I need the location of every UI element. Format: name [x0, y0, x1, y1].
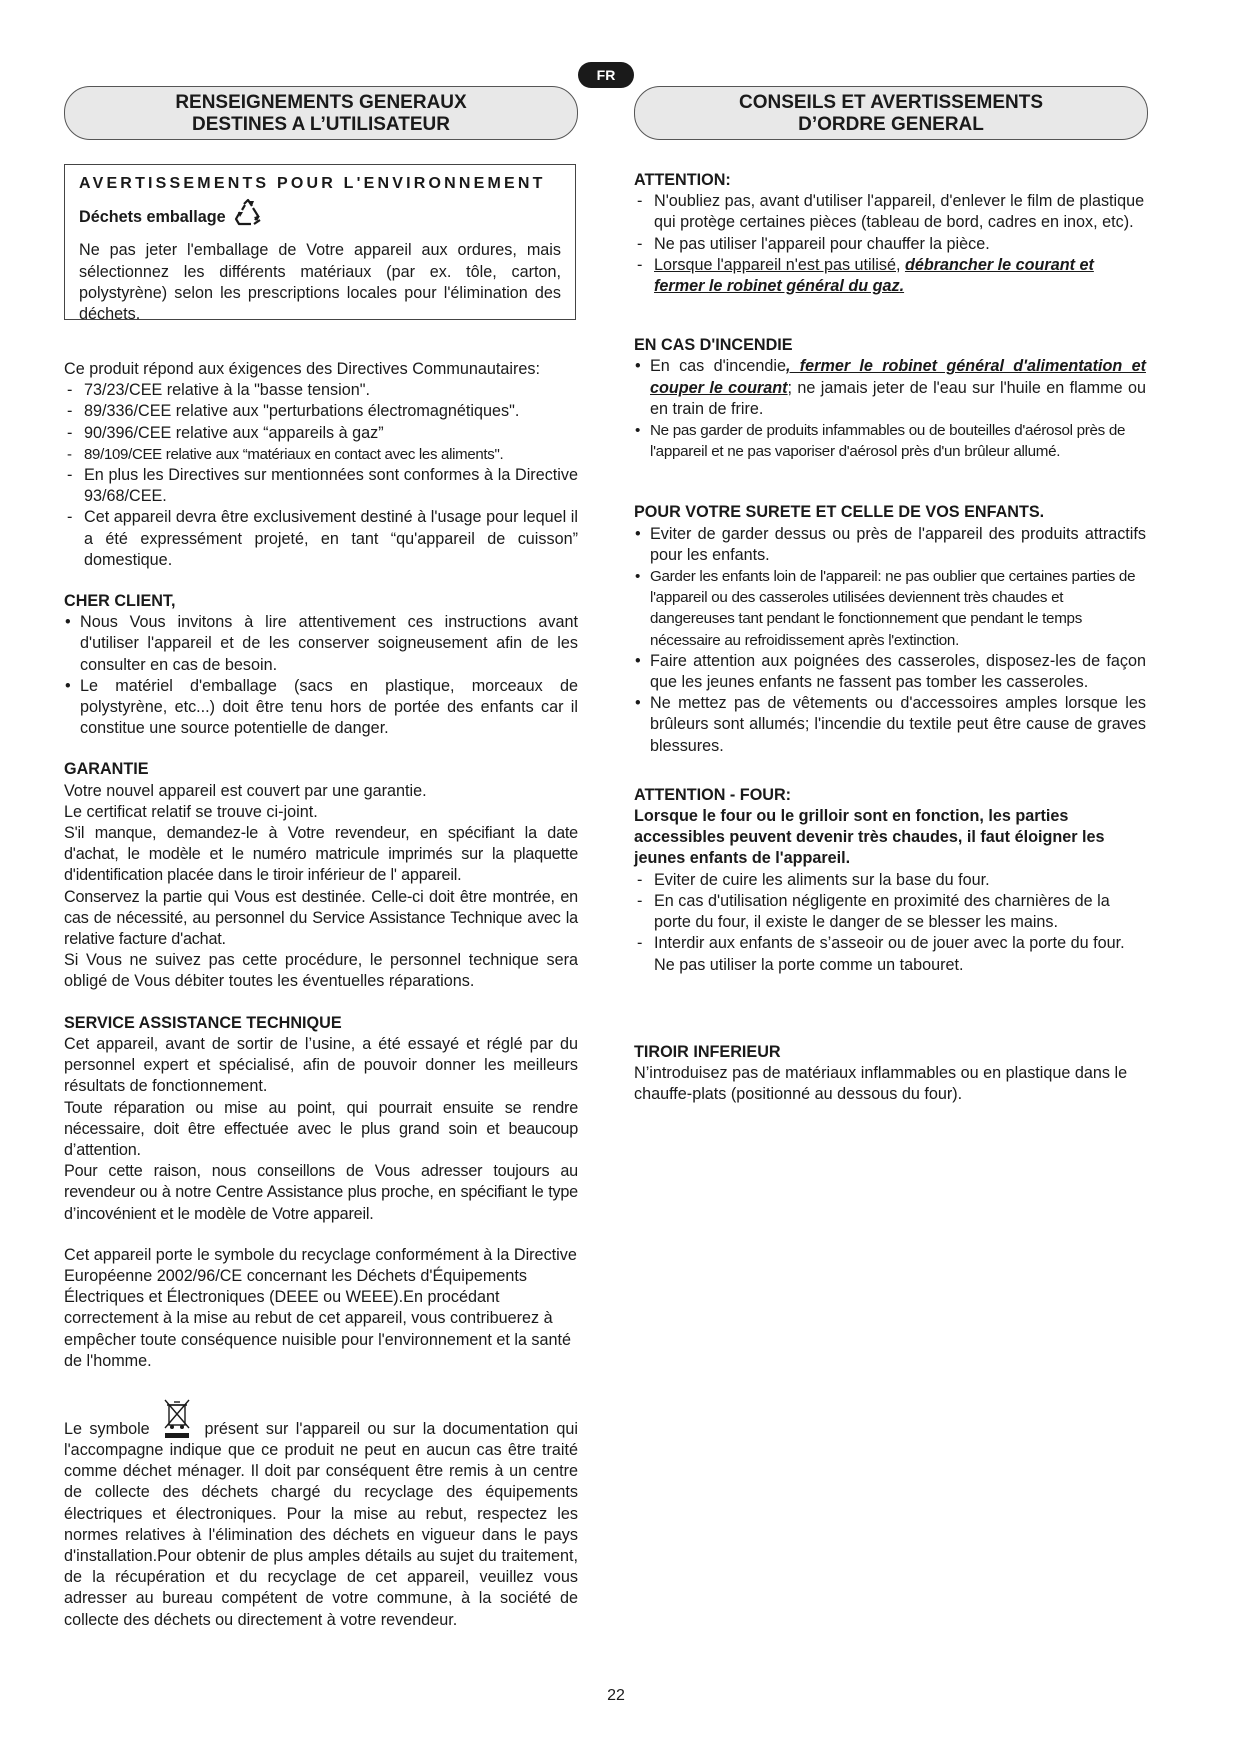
attention-item3-emphasis: débrancher le courant et fermer le robinet général du gaz. — [654, 255, 1094, 296]
list-item: - Eviter de cuire les aliments sur la base du four. — [634, 870, 1146, 891]
header-left-line1: RENSEIGNEMENTS GENERAUX — [175, 92, 467, 113]
list-item: • Nous Vous invitons à lire attentivement ces instructions avant d'utiliser l'appareil et de les conserver soigneusement afin de les consulter en cas de besoin. — [64, 612, 578, 676]
list-item: • Ne mettez pas de vêtements ou d'accessoires amples lorsque les brûleurs sont allumés; l'incendie du textile peut être cause de graves blessures. — [634, 693, 1146, 757]
recycling-symbol-paragraph — [64, 1396, 578, 1631]
list-item: - 90/396/CEE relative aux “appareils à gaz” — [64, 423, 578, 444]
right-column — [634, 170, 1146, 1105]
list-item: - 89/336/CEE relative aux "perturbations électromagnétiques". — [64, 401, 578, 422]
page-number: 22 — [607, 1687, 625, 1704]
directives-intro: Ce produit répond aux éxigences des Directives Communautaires: — [64, 360, 540, 378]
symbol-text: présent sur l'appareil ou sur la documentation qui l'accompagne indique que ce produit ne peut en aucun cas être traité comme déchet ménager. Il doit par conséquent être remis à un centre de collecte des déchets chargé du recyclage des équipements électriques et électroniques. Pour la mise au rebut, respectez les normes relatives à l'élimination des déchets en vigueur dans le pays d'installation.Pour obtenir de plus amples détails au sujet du traitement, de la récupération et du recyclage de cet appareil, veuillez vous adresser au bureau compétent de votre commune, à la société de collecte des déchets ou directement à votre revendeur. — [64, 1419, 578, 1629]
list-item: • Garder les enfants loin de l'appareil: ne pas oublier que certaines parties de l'appareil ou des casseroles utilisées deviennent très chaudes et dangereuses tant pendant le fonctionnement que pendant le temps nécessaire au refroidissement après l'extinction. — [634, 566, 1146, 651]
header-left-line2: DESTINES A L’UTILISATEUR — [192, 114, 450, 135]
section-header-left — [64, 86, 578, 140]
four-title: ATTENTION - FOUR: — [634, 785, 792, 804]
surete-title: POUR VOTRE SURETE ET CELLE DE VOS ENFANTS. — [634, 503, 1045, 522]
header-right-line2: D’ORDRE GENERAL — [798, 114, 984, 135]
header-right-line1: CONSEILS ET AVERTISSEMENTS — [738, 92, 1044, 113]
list-item: • Faire attention aux poignées des casseroles, disposez-les de façon que les jeunes enfants ne fassent pas tomber les casseroles. — [634, 651, 1146, 693]
garantie-title: GARANTIE — [64, 760, 149, 779]
list-item: • Le matériel d'emballage (sacs en plastique, morceaux de polystyrène, etc...) doit être tenu hors de portée des enfants car il constitue une source potentielle de danger. — [64, 676, 578, 740]
attention-title: ATTENTION: — [634, 171, 731, 189]
environment-title: AVERTISSEMENTS POUR L'ENVIRONNEMENT — [79, 175, 546, 192]
list-item: - Cet appareil devra être exclusivement destiné à l'usage pour lequel il a été expressément projeté, en tant “qu'appareil de cuisson” domestique. — [64, 507, 578, 571]
service-line: Cet appareil, avant de sortir de l’usine, a été essayé et réglé par du personnel expert et spécialisé, afin de pouvoir donner les meilleurs résultats de fonctionnement. — [64, 1034, 578, 1096]
attention-item3-text: Lorsque l'appareil n'est pas utilisé, — [654, 255, 901, 274]
garantie-line: Conservez la partie qui Vous est destinée. Celle-ci doit être montrée, en cas de nécessité, au personnel du Service Assistance Technique avec la relative facture d'achat. — [64, 887, 578, 949]
tiroir-text: N’introduisez pas de matériaux inflammables ou en plastique dans le chauffe-plats (positionné au dessous du four). — [634, 1063, 1128, 1104]
list-item: • Ne pas garder de produits infammables ou de bouteilles d'aérosol près de l'appareil et ne pas vaporiser d'aérosol près d'un brûleur allumé. — [634, 420, 1146, 462]
service-line: Pour cette raison, nous conseillons de Vous adresser toujours au revendeur ou à notre Centre Assistance plus proche, en spécifiant le type d’incovénient et le modèle de Votre appareil. — [64, 1162, 578, 1223]
list-item — [634, 255, 1146, 297]
garantie-line: Si Vous ne suivez pas cette procédure, le personnel technique sera obligé de Vous débiter toutes les éventuelles réparations. — [64, 951, 578, 991]
language-badge: FR — [578, 62, 634, 88]
garantie-line: S'il manque, demandez-le à Votre revendeur, en spécifiant la date d'achat, le modèle et le numéro matricule imprimés sur la plaquette d'identification placée dans le tiroir inférieur de l' appareil. — [64, 824, 578, 885]
incendie-list — [634, 356, 1146, 462]
recycle-icon — [232, 198, 264, 236]
garantie-line: Votre nouvel appareil est couvert par une garantie. — [64, 781, 427, 800]
environment-text: Ne pas jeter l'emballage de Votre appareil aux ordures, mais sélectionnez les différents matériaux (par ex. tôle, carton, polystyrène) selon les prescriptions locales pour l'élimination des déchets. — [79, 241, 561, 324]
crossed-bin-icon — [157, 1396, 197, 1440]
list-item: - 73/23/CEE relative à la "basse tension". — [64, 380, 578, 401]
list-item: - Interdir aux enfants de s’asseoir ou de jouer avec la porte du four. Ne pas utiliser la porte comme un tabouret. — [634, 933, 1146, 975]
incendie-title: EN CAS D'INCENDIE — [634, 336, 793, 355]
list-item: - En cas d'utilisation négligente en proximité des charnières de la porte du four, il existe le danger de se blesser les mains. — [634, 891, 1146, 933]
garantie-line: Le certificat relatif se trouve ci-joint. — [64, 802, 318, 821]
surete-list — [634, 524, 1146, 757]
left-column — [64, 359, 578, 1631]
directives-list — [64, 380, 578, 571]
list-item — [634, 356, 1146, 420]
incendie-item1-emphasis: , fermer le robinet général d'alimentation et couper le courant — [650, 357, 1146, 397]
list-item: - Ne pas utiliser l'appareil pour chauffer la pièce. — [634, 234, 1146, 255]
service-line: Toute réparation ou mise au point, qui pourrait ensuite se rendre nécessaire, doit être effectuée avec le plus grand soin et beaucoup d’attention. — [64, 1098, 578, 1159]
list-item: - N'oubliez pas, avant d'utiliser l'appareil, d'enlever le film de plastique qui protège certaines pièces (tableau de bord, cadres en inox, etc). — [634, 191, 1146, 233]
list-item: - 89/109/CEE relative aux “matériaux en contact avec les aliments". — [64, 444, 578, 465]
packaging-waste-row — [79, 198, 561, 236]
attention-list — [634, 191, 1146, 297]
incendie-item1-end: ; ne jamais jeter de l'eau sur l'huile en flamme ou en train de frire. — [650, 378, 1146, 418]
cher-client-title: CHER CLIENT, — [64, 592, 176, 611]
tiroir-title: TIROIR INFERIEUR — [634, 1042, 781, 1061]
four-list — [634, 870, 1146, 976]
four-warning: Lorsque le four ou le grilloir sont en fonction, les parties accessibles peuvent devenir très chaudes, il faut éloigner les jeunes enfants de l'appareil. — [634, 807, 1105, 868]
list-item: • Eviter de garder dessus ou près de l'appareil des produits attractifs pour les enfants. — [634, 524, 1146, 566]
cher-client-list — [64, 612, 578, 739]
section-header-right — [634, 86, 1148, 140]
packaging-waste-label: Déchets emballage — [79, 207, 226, 226]
service-title: SERVICE ASSISTANCE TECHNIQUE — [64, 1013, 342, 1032]
list-item: - En plus les Directives sur mentionnées sont conformes à la Directive 93/68/CEE. — [64, 465, 578, 507]
recycling-paragraph: Cet appareil porte le symbole du recyclage conformément à la Directive Européenne 2002/96/CE concernant les Déchets d'Équipements Électriques et Électroniques (DEEE ou WEEE).En procédant correctement à la mise au rebut de cet appareil, vous contribuerez à empêcher toute conséquence nuisible pour l'environnement et la santé de l'homme. — [64, 1245, 577, 1370]
incendie-item1-start: En cas d'incendie — [650, 357, 786, 376]
environment-warning-box — [64, 164, 576, 324]
symbol-intro: Le symbole — [64, 1419, 150, 1438]
